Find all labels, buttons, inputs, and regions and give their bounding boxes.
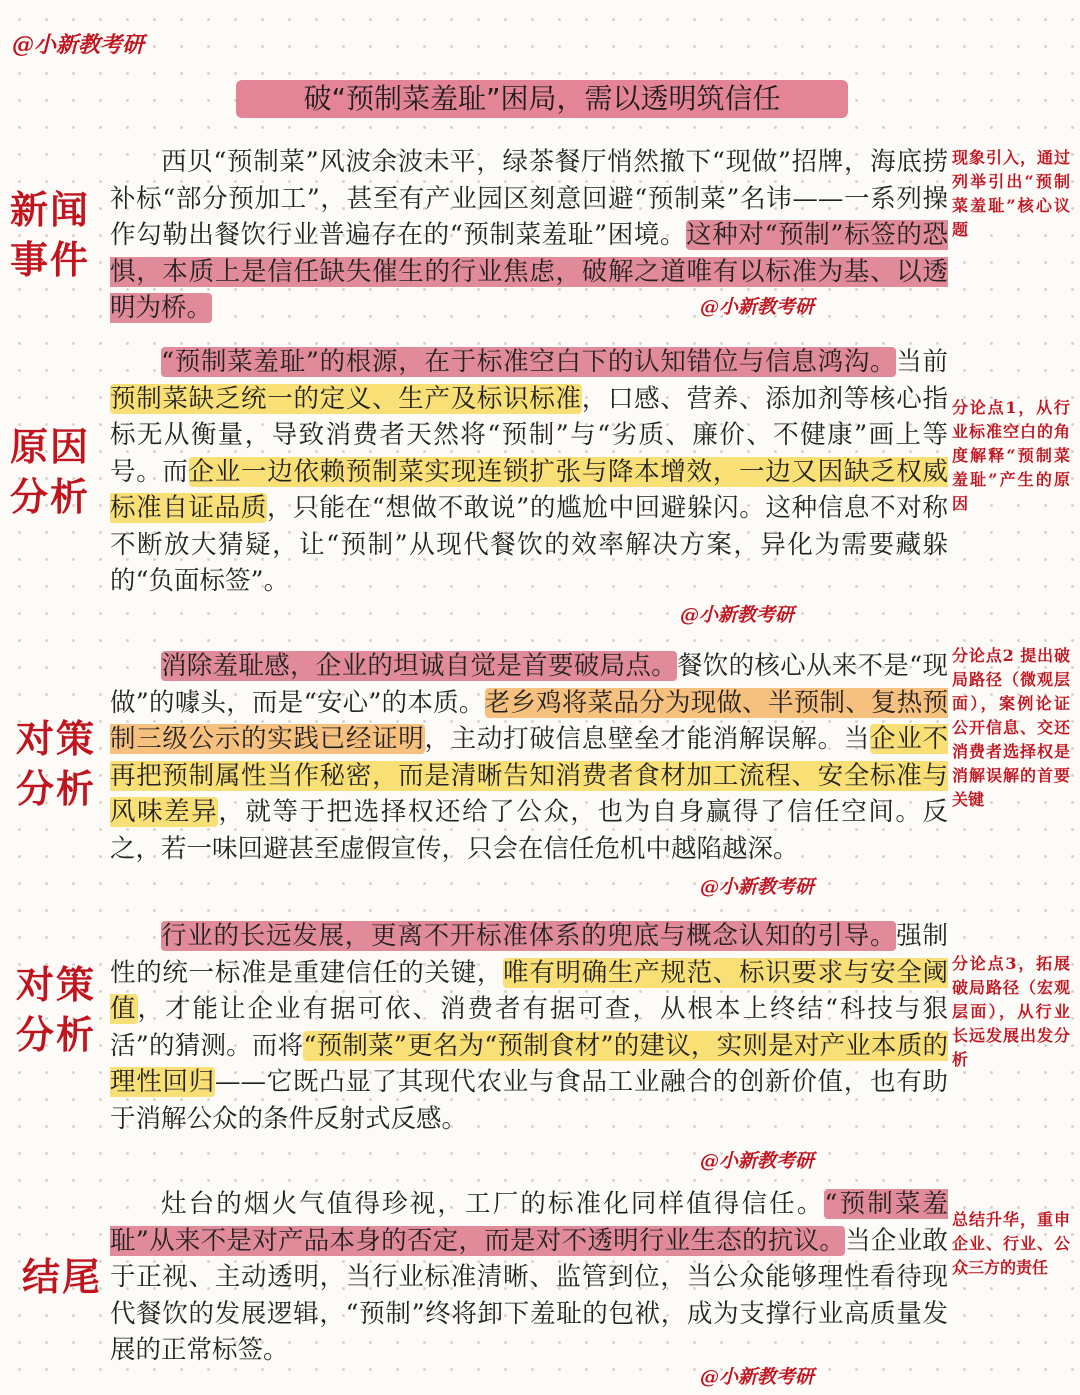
signature: @小新教考研 xyxy=(680,604,795,626)
margin-note: 分论点1，从行业标准空白的角度解释“预制菜羞耻”产生的原因 xyxy=(952,398,1070,513)
watermark: @小新教考研 xyxy=(12,32,145,58)
section-label-strategy-micro xyxy=(6,714,106,814)
highlight-pink: 行业的长远发展，更离不开标准体系的兜底与概念认知的引导。 xyxy=(161,921,897,951)
signature: @小新教考研 xyxy=(700,876,815,898)
paragraph-conclusion xyxy=(110,1186,948,1369)
margin-note: 分论点2 提出破局路径（微观层面），案例论证公开信息、交还消费者选择权是消解误解的首要关键 xyxy=(952,646,1070,809)
signature: @小新教考研 xyxy=(700,1366,815,1388)
text-run: 强制性的统一标准是重建信任的关键， xyxy=(110,921,948,988)
margin-note: 现象引入，通过列举引出“预制菜羞耻”核心议题 xyxy=(952,148,1070,239)
paragraph-strategy-micro xyxy=(110,648,948,867)
section-label-cause xyxy=(0,422,100,522)
highlight-yellow: 企业一边依赖预制菜实现连锁扩张与降本增效，一边又因缺乏权威标准自证品质 xyxy=(110,456,948,523)
text-run: ，主动打破信息壁垒才能消解误解。当 xyxy=(424,724,871,754)
highlight-yellow: 预制菜缺乏统一的定义、生产及标识标准 xyxy=(110,383,582,414)
signature: @小新教考研 xyxy=(700,1150,815,1172)
section-label-line: 分析 xyxy=(15,766,96,811)
section-label-line: 分析 xyxy=(9,474,90,519)
highlight-yellow: 企业不再把预制属性当作秘密，而是清晰告知消费者食材加工流程、安全标准与风味差异 xyxy=(110,724,948,827)
text-run: 当前 xyxy=(896,347,948,377)
section-label-line: 新闻 xyxy=(9,187,90,232)
text-run: 餐饮的核心从来不是“现做”的噱头，而是“安心”的本质。 xyxy=(110,651,948,718)
text-run: ，只能在“想做不敢说”的尴尬中回避躲闪。这种信息不对称不断放大猜疑，让“预制”从现代餐饮的效率解决方案，异化为需要藏躲的“负面标签”。 xyxy=(110,493,948,596)
highlight-yellow: 唯有明确生产规范、标识要求与安全阈值 xyxy=(110,957,948,1024)
paragraph-news xyxy=(110,144,948,327)
section-label-line: 对策 xyxy=(15,962,96,1007)
paragraph-cause xyxy=(110,344,948,600)
margin-note: 分论点3，拓展破局路径（宏观层面），从行业长远发展出发分析 xyxy=(952,954,1070,1069)
section-label-line: 原因 xyxy=(9,424,90,469)
section-label-line: 结尾 xyxy=(21,1254,102,1299)
highlight-pink: “预制菜羞耻”的根源，在于标准空白下的认知错位与信息鸿沟。 xyxy=(161,347,897,377)
text-run: 当企业敢于正视、主动透明，当行业标准清晰、监管到位，当公众能够理性看待现代餐饮的发展逻辑，“预制”终将卸下羞耻的包袱，成为支撑行业高质量发展的正常标签。 xyxy=(110,1225,948,1365)
text-run: ，才能让企业有据可依、消费者有据可查，从根本上终结“科技与狠活”的猜测。而将 xyxy=(110,994,948,1061)
highlight-orange: 老乡鸡将菜品分为现做、半预制、复热预制三级公示的实践已经证明 xyxy=(110,687,948,754)
text-run: ，口感、营养、添加剂等核心指标无从衡量，导致消费者天然将“预制”与“劣质、廉价、不健康”画上等号。而 xyxy=(110,383,948,487)
margin-note: 总结升华，重申企业、行业、公众三方的责任 xyxy=(952,1210,1070,1277)
section-label-conclusion xyxy=(12,1252,112,1302)
highlight-pink: 消除羞耻感，企业的坦诚自觉是首要破局点。 xyxy=(161,651,677,681)
section-label-line: 对策 xyxy=(15,716,96,761)
highlight-pink: 这种对“预制”标签的恐惧，本质上是信任缺失催生的行业焦虑，破解之道唯有以标准为基、以透明为桥。 xyxy=(110,220,948,323)
text-run: 西贝“预制菜”风波余波未平，绿茶餐厅悄然撤下“现做”招牌，海底捞补标“部分预加工”，甚至有产业园区刻意回避“预制菜”名讳——一系列操作勾勒出餐饮行业普遍存在的“预制菜羞耻”困境。 xyxy=(110,147,948,250)
text-run: ——它既凸显了其现代农业与食品工业融合的创新价值，也有助于消解公众的条件反射式反感。 xyxy=(110,1067,948,1134)
page-title: 破“预制菜羞耻”困局，需以透明筑信任 xyxy=(236,80,848,118)
signature: @小新教考研 xyxy=(700,296,815,318)
highlight-yellow: “预制菜”更名为“预制食材”的建议，实则是对产业本质的理性回归 xyxy=(110,1030,948,1097)
section-label-news xyxy=(0,185,100,285)
text-run: ，就等于把选择权还给了公众，也为自身赢得了信任空间。反之，若一味回避甚至虚假宣传，只会在信任危机中越陷越深。 xyxy=(110,797,948,864)
section-label-line: 事件 xyxy=(9,237,90,282)
highlight-pink: “预制菜羞耻”从来不是对产品本身的否定，而是对不透明行业生态的抗议。 xyxy=(110,1189,948,1256)
text-run: 灶台的烟火气值得珍视，工厂的标准化同样值得信任。 xyxy=(161,1189,825,1219)
paragraph-strategy-macro xyxy=(110,918,948,1137)
section-label-line: 分析 xyxy=(15,1012,96,1057)
section-label-strategy-macro xyxy=(6,960,106,1060)
